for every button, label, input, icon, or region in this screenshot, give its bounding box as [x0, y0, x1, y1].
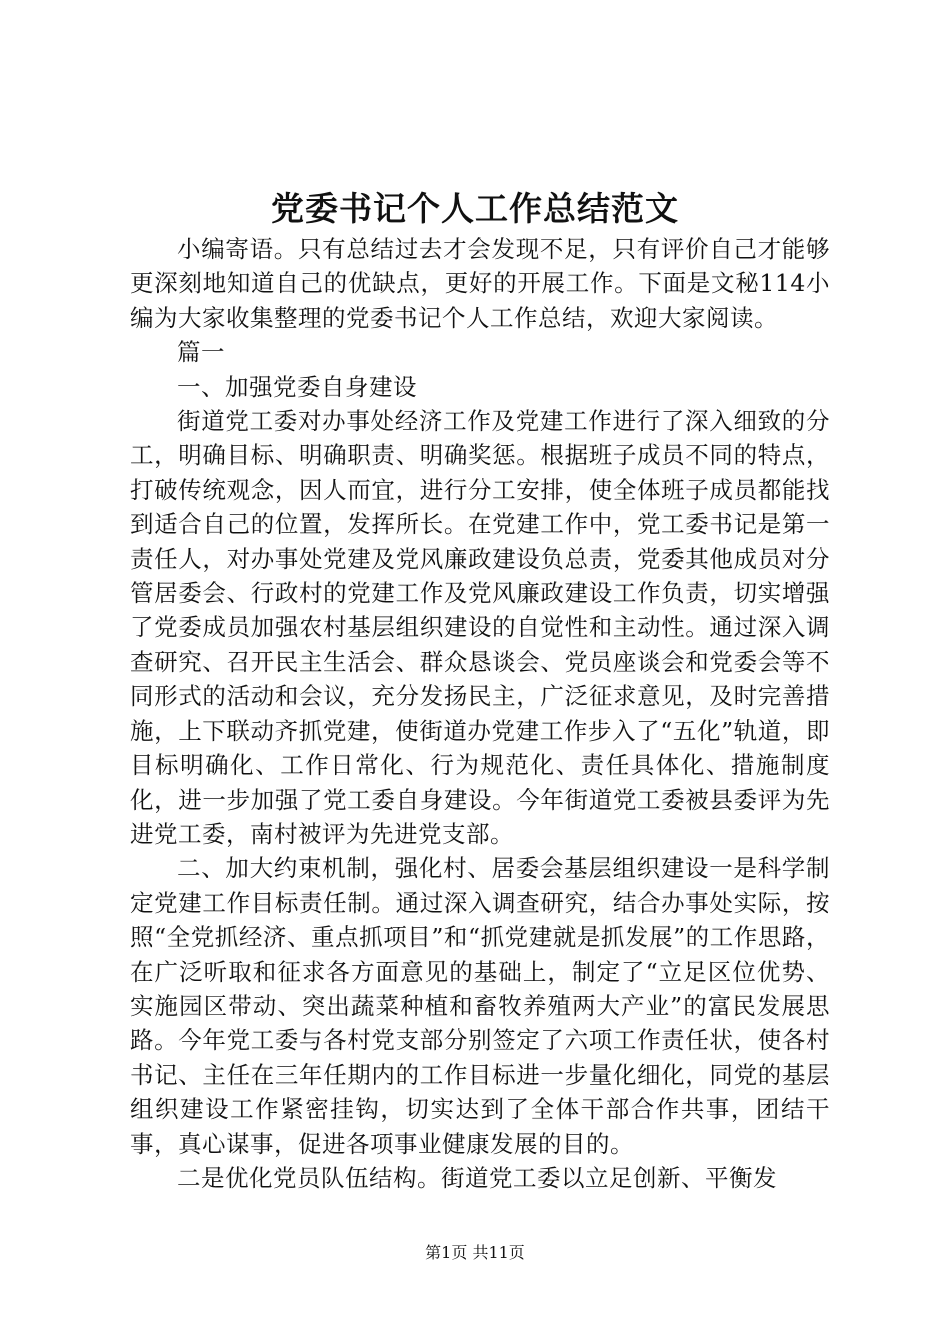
document-title: 党委书记个人工作总结范文 — [271, 189, 679, 228]
body-paragraph-2: 二、加大约束机制，强化村、居委会基层组织建设一是科学制定党建工作目标责任制。通过深入调查研究，结合办事处实际，按照“全党抓经济、重点抓项目”和“抓党建就是抓发展”的工作思路，在广泛听取和征求各方面意见的基础上，制定了“立足区位优势、实施园区带动、突出蔬菜种植和畜牧养殖两大产业”的富民发展思路。今年党工委与各村党支部分别签定了六项工作责任状，使各村书记、主任在三年任期内的工作目标进一步量化细化，同党的基层组织建设工作紧密挂钩，切实达到了全体干部合作共事，团结干事，真心谋事，促进各项事业健康发展的目的。 — [130, 854, 830, 1158]
section-label: 篇一 — [177, 338, 225, 367]
body-paragraph-3: 二是优化党员队伍结构。街道党工委以立足创新、平衡发 — [177, 1163, 777, 1192]
page-number-footer: 第1页 共11页 — [425, 1243, 525, 1262]
section-heading-1: 一、加强党委自身建设 — [177, 372, 417, 401]
intro-paragraph: 小编寄语。只有总结过去才会发现不足，只有评价自己才能够更深刻地知道自己的优缺点，更好的开展工作。下面是文秘114小编为大家收集整理的党委书记个人工作总结，欢迎大家阅读。 — [130, 235, 830, 332]
document-body — [130, 232, 830, 1195]
body-paragraph-1: 街道党工委对办事处经济工作及党建工作进行了深入细致的分工，明确目标、明确职责、明确奖惩。根据班子成员不同的特点，打破传统观念，因人而宜，进行分工安排，使全体班子成员都能找到适合自己的位置，发挥所长。在党建工作中，党工委书记是第一责任人，对办事处党建及党风廉政建设负总责，党委其他成员对分管居委会、行政村的党建工作及党风廉政建设工作负责，切实增强了党委成员加强农村基层组织建设的自觉性和主动性。通过深入调查研究、召开民主生活会、群众恳谈会、党员座谈会和党委会等不同形式的活动和会议，充分发扬民主，广泛征求意见，及时完善措施，上下联动齐抓党建，使街道办党建工作步入了“五化”轨道，即目标明确化、工作日常化、行为规范化、责任具体化、措施制度化，进一步加强了党工委自身建设。今年街道党工委被县委评为先进党工委，南村被评为先进党支部。 — [130, 407, 830, 848]
